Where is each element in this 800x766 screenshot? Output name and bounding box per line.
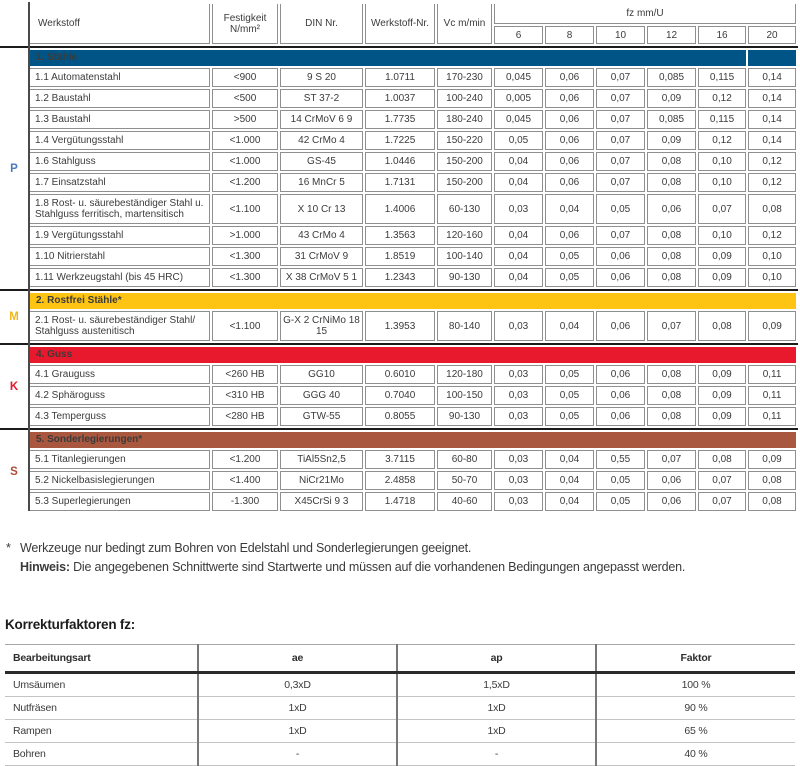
fz-value-cell: 0,12	[748, 226, 796, 245]
din-cell: GTW-55	[280, 407, 363, 426]
din-cell: X45CrSi 9 3	[280, 492, 363, 511]
correction-value-cell: 40 %	[596, 743, 795, 766]
fz-value-cell: 0,06	[596, 365, 645, 384]
table-row	[30, 131, 796, 150]
footnote-text	[20, 539, 685, 577]
footnote-line1: Werkzeuge nur bedingt zum Bohren von Edelstahl und Sonderlegierungen geeignet.	[20, 541, 472, 555]
fz-value-cell: 0,07	[698, 471, 746, 490]
correction-table-row	[5, 697, 795, 720]
table-row	[30, 226, 796, 245]
fz-value-cell: 0,14	[748, 89, 796, 108]
fz-value-cell: 0,085	[647, 110, 696, 129]
vc-cell: 150-200	[437, 152, 492, 171]
festigkeit-cell: <1.200	[212, 173, 278, 192]
col-header-werkstoff-nr: Werkstoff-Nr.	[365, 4, 435, 44]
werkstoff-nr-cell: 1.7131	[365, 173, 435, 192]
correction-table-header-row	[5, 645, 795, 673]
fz-value-cell: 0,12	[698, 131, 746, 150]
fz-value-cell: 0,07	[698, 492, 746, 511]
table-row	[30, 311, 796, 341]
fz-value-cell: 0,10	[748, 247, 796, 266]
fz-value-cell: 0,05	[494, 131, 543, 150]
fz-value-cell: 0,07	[596, 131, 645, 150]
fz-value-cell: 0,10	[698, 173, 746, 192]
bearbeitungsart-cell: Rampen	[5, 720, 198, 743]
fz-value-cell: 0,05	[545, 407, 594, 426]
fz-value-cell: 0,03	[494, 450, 543, 469]
section-header-bar	[30, 347, 796, 363]
margin-spacer	[0, 2, 28, 46]
fz-value-cell: 0,07	[596, 68, 645, 87]
korrekturfaktoren-heading: Korrekturfaktoren fz:	[5, 617, 136, 632]
werkstoff-cell: 1.2 Baustahl	[30, 89, 210, 108]
fz-value-cell: 0,11	[748, 407, 796, 426]
fz-value-cell: 0,07	[596, 173, 645, 192]
material-section	[0, 345, 798, 428]
table-row	[30, 89, 796, 108]
werkstoff-cell: 5.3 Superlegierungen	[30, 492, 210, 511]
fz-value-cell: 0,09	[698, 247, 746, 266]
fz-value-cell: 0,06	[545, 68, 594, 87]
din-cell: NiCr21Mo	[280, 471, 363, 490]
fz-value-cell: 0,06	[647, 492, 696, 511]
werkstoff-nr-cell: 1.0711	[365, 68, 435, 87]
material-section-table	[28, 291, 798, 343]
vc-cell: 60-130	[437, 194, 492, 224]
fz-value-cell: 0,06	[596, 407, 645, 426]
vc-cell: 100-140	[437, 247, 492, 266]
fz-value-cell: 0,08	[647, 247, 696, 266]
section-header-bar	[30, 50, 796, 66]
cutting-table-header	[0, 2, 798, 46]
festigkeit-cell: <280 HB	[212, 407, 278, 426]
vc-cell: 120-160	[437, 226, 492, 245]
festigkeit-line1: Festigkeit	[223, 12, 267, 24]
vc-cell: 180-240	[437, 110, 492, 129]
werkstoff-cell: 1.9 Vergütungsstahl	[30, 226, 210, 245]
fz-value-cell: 0,085	[647, 68, 696, 87]
vc-cell: 150-220	[437, 131, 492, 150]
material-section	[0, 48, 798, 289]
vc-cell: 120-180	[437, 365, 492, 384]
werkstoff-nr-cell: 0.7040	[365, 386, 435, 405]
fz-value-cell: 0,05	[596, 471, 645, 490]
fz-value-cell: 0,115	[698, 68, 746, 87]
table-row	[30, 268, 796, 287]
fz-value-cell: 0,09	[698, 365, 746, 384]
hinweis-label: Hinweis:	[20, 560, 70, 574]
werkstoff-cell: 4.2 Sphäroguss	[30, 386, 210, 405]
werkstoff-nr-cell: 1.8519	[365, 247, 435, 266]
werkstoff-nr-cell: 1.0446	[365, 152, 435, 171]
fz-value-cell: 0,03	[494, 386, 543, 405]
werkstoff-nr-cell: 2.4858	[365, 471, 435, 490]
section-title: 2. Rostfrei Stähle*	[30, 293, 796, 309]
col-header-din: DIN Nr.	[280, 4, 363, 44]
fz-value-cell: 0,05	[545, 247, 594, 266]
werkstoff-nr-cell: 1.7735	[365, 110, 435, 129]
werkstoff-cell: 4.1 Grauguss	[30, 365, 210, 384]
correction-value-cell: 1xD	[198, 720, 397, 743]
fz-value-cell: 0,14	[748, 68, 796, 87]
werkstoff-nr-cell: 1.3563	[365, 226, 435, 245]
fz-value-cell: 0,05	[596, 194, 645, 224]
bearbeitungsart-cell: Umsäumen	[5, 673, 198, 697]
din-cell: 9 S 20	[280, 68, 363, 87]
fz-value-cell: 0,08	[748, 194, 796, 224]
vc-cell: 50-70	[437, 471, 492, 490]
fz-value-cell: 0,08	[748, 471, 796, 490]
table-row	[30, 152, 796, 171]
fz-value-cell: 0,08	[698, 311, 746, 341]
table-row	[30, 247, 796, 266]
material-section	[0, 291, 798, 343]
material-group-letter: M	[9, 311, 19, 323]
fz-value-cell: 0,03	[494, 471, 543, 490]
fz-value-cell: 0,04	[545, 311, 594, 341]
din-cell: 16 MnCr 5	[280, 173, 363, 192]
table-row	[30, 386, 796, 405]
din-cell: X 38 CrMoV 5 1	[280, 268, 363, 287]
correction-col-header: Bearbeitungsart	[5, 645, 198, 673]
din-cell: 43 CrMo 4	[280, 226, 363, 245]
fz-value-cell: 0,04	[494, 152, 543, 171]
fz-value-cell: 0,06	[545, 173, 594, 192]
table-row	[30, 492, 796, 511]
werkstoff-nr-cell: 1.7225	[365, 131, 435, 150]
fz-value-cell: 0,05	[545, 386, 594, 405]
table-row	[30, 110, 796, 129]
werkstoff-nr-cell: 1.2343	[365, 268, 435, 287]
table-row	[30, 194, 796, 224]
werkstoff-nr-cell: 0.6010	[365, 365, 435, 384]
fz-value-cell: 0,14	[748, 110, 796, 129]
table-row	[30, 407, 796, 426]
werkstoff-nr-cell: 1.4006	[365, 194, 435, 224]
vc-cell: 150-200	[437, 173, 492, 192]
section-header-bar	[30, 293, 796, 309]
fz-value-cell: 0,10	[748, 268, 796, 287]
fz-value-cell: 0,08	[698, 450, 746, 469]
fz-value-cell: 0,06	[647, 194, 696, 224]
fz-value-cell: 0,06	[647, 471, 696, 490]
werkstoff-cell: 1.3 Baustahl	[30, 110, 210, 129]
festigkeit-cell: <1.000	[212, 131, 278, 150]
fz-value-cell: 0,06	[545, 226, 594, 245]
werkstoff-nr-cell: 1.3953	[365, 311, 435, 341]
fz-value-cell: 0,08	[647, 152, 696, 171]
fz-value-cell: 0,06	[545, 89, 594, 108]
fz-value-cell: 0,11	[748, 386, 796, 405]
fz-value-cell: 0,04	[494, 173, 543, 192]
din-cell: ST 37-2	[280, 89, 363, 108]
fz-value-cell: 0,04	[494, 268, 543, 287]
fz-value-cell: 0,55	[596, 450, 645, 469]
col-header-fz: fz mm/U	[494, 4, 796, 24]
vc-cell: 100-240	[437, 89, 492, 108]
fz-value-cell: 0,11	[748, 365, 796, 384]
festigkeit-cell: <1.000	[212, 152, 278, 171]
fz-value-cell: 0,04	[545, 450, 594, 469]
correction-factor-table	[5, 644, 795, 766]
fz-value-cell: 0,07	[647, 311, 696, 341]
fz-value-cell: 0,07	[596, 89, 645, 108]
fz-value-cell: 0,03	[494, 365, 543, 384]
fz-value-cell: 0,05	[545, 365, 594, 384]
vc-cell: 100-150	[437, 386, 492, 405]
correction-value-cell: 1xD	[198, 697, 397, 720]
cutting-table-header-grid	[28, 2, 798, 46]
festigkeit-cell: <500	[212, 89, 278, 108]
fz-value-cell: 0,07	[596, 226, 645, 245]
din-cell: X 10 Cr 13	[280, 194, 363, 224]
fz-value-cell: 0,07	[596, 110, 645, 129]
werkstoff-cell: 4.3 Temperguss	[30, 407, 210, 426]
fz-value-cell: 0,06	[596, 386, 645, 405]
fz-value-cell: 0,07	[596, 152, 645, 171]
material-section-table	[28, 430, 798, 513]
col-header-festigkeit	[212, 4, 278, 44]
festigkeit-cell: <900	[212, 68, 278, 87]
fz-value-cell: 0,12	[748, 173, 796, 192]
werkstoff-cell: 5.1 Titanlegierungen	[30, 450, 210, 469]
material-group-letter: P	[10, 162, 18, 175]
correction-col-header: ae	[198, 645, 397, 673]
correction-col-header: ap	[397, 645, 596, 673]
fz-diameter-header: 8	[545, 26, 594, 44]
fz-diameter-header: 20	[748, 26, 796, 44]
table-row	[30, 450, 796, 469]
footnote-marker: *	[6, 541, 11, 555]
cutting-data-table	[0, 2, 798, 513]
margin-divider-line	[28, 2, 30, 511]
werkstoff-nr-cell: 3.7115	[365, 450, 435, 469]
fz-value-cell: 0,06	[596, 247, 645, 266]
vc-cell: 170-230	[437, 68, 492, 87]
fz-value-cell: 0,08	[647, 407, 696, 426]
correction-table-row	[5, 743, 795, 766]
material-section	[0, 430, 798, 513]
fz-value-cell: 0,115	[698, 110, 746, 129]
section-title: 4. Guss	[30, 347, 796, 363]
festigkeit-cell: <1.100	[212, 311, 278, 341]
fz-value-cell: 0,04	[494, 226, 543, 245]
din-cell: GS-45	[280, 152, 363, 171]
bearbeitungsart-cell: Bohren	[5, 743, 198, 766]
festigkeit-cell: <310 HB	[212, 386, 278, 405]
vc-cell: 40-60	[437, 492, 492, 511]
correction-col-header: Faktor	[596, 645, 795, 673]
werkstoff-nr-cell: 0.8055	[365, 407, 435, 426]
din-cell: 42 CrMo 4	[280, 131, 363, 150]
werkstoff-cell: 1.7 Einsatzstahl	[30, 173, 210, 192]
fz-value-cell: 0,14	[748, 131, 796, 150]
section-bar-end	[748, 50, 796, 66]
material-group-letter: S	[10, 465, 18, 478]
footnote	[6, 539, 800, 577]
table-row	[30, 365, 796, 384]
fz-value-cell: 0,06	[545, 110, 594, 129]
fz-value-cell: 0,08	[748, 492, 796, 511]
din-cell: TiAl5Sn2,5	[280, 450, 363, 469]
werkstoff-cell: 1.8 Rost- u. säurebeständiger Stahl u. Stahlguss ferritisch, martensitisch	[30, 194, 210, 224]
vc-cell: 80-140	[437, 311, 492, 341]
fz-value-cell: 0,04	[545, 194, 594, 224]
festigkeit-cell: <260 HB	[212, 365, 278, 384]
fz-value-cell: 0,09	[698, 386, 746, 405]
vc-cell: 90-130	[437, 268, 492, 287]
fz-value-cell: 0,12	[698, 89, 746, 108]
fz-value-cell: 0,08	[647, 173, 696, 192]
werkstoff-nr-cell: 1.4718	[365, 492, 435, 511]
fz-value-cell: 0,08	[647, 365, 696, 384]
festigkeit-cell: <1.300	[212, 247, 278, 266]
fz-value-cell: 0,06	[596, 311, 645, 341]
fz-value-cell: 0,04	[494, 247, 543, 266]
fz-value-cell: 0,08	[647, 386, 696, 405]
fz-value-cell: 0,03	[494, 194, 543, 224]
fz-value-cell: 0,04	[545, 492, 594, 511]
fz-value-cell: 0,09	[748, 450, 796, 469]
din-cell: 14 CrMoV 6 9	[280, 110, 363, 129]
hinweis-text: Die angegebenen Schnittwerte sind Startwerte und müssen auf die vorhandenen Bedingungen angepasst werden.	[73, 560, 686, 574]
festigkeit-line2: N/mm²	[230, 23, 260, 35]
werkstoff-cell: 5.2 Nickelbasislegierungen	[30, 471, 210, 490]
werkstoff-cell: 2.1 Rost- u. säurebeständiger Stahl/ Stahlguss austenitisch	[30, 311, 210, 341]
col-header-werkstoff: Werkstoff	[30, 4, 210, 44]
festigkeit-cell: >1.000	[212, 226, 278, 245]
vc-cell: 60-80	[437, 450, 492, 469]
fz-value-cell: 0,05	[596, 492, 645, 511]
correction-value-cell: 65 %	[596, 720, 795, 743]
fz-diameter-header: 12	[647, 26, 696, 44]
material-section-table	[28, 48, 798, 289]
correction-value-cell: -	[198, 743, 397, 766]
fz-diameter-header: 16	[698, 26, 746, 44]
correction-value-cell: 1xD	[397, 720, 596, 743]
festigkeit-cell: -1.300	[212, 492, 278, 511]
fz-value-cell: 0,12	[748, 152, 796, 171]
correction-value-cell: 90 %	[596, 697, 795, 720]
fz-value-cell: 0,05	[545, 268, 594, 287]
fz-diameter-header: 10	[596, 26, 645, 44]
section-title: 5. Sonderlegierungen*	[30, 432, 796, 448]
col-header-vc: Vc m/min	[437, 4, 492, 44]
fz-value-cell: 0,09	[698, 407, 746, 426]
fz-value-cell: 0,03	[494, 311, 543, 341]
festigkeit-cell: <1.300	[212, 268, 278, 287]
din-cell: 31 CrMoV 9	[280, 247, 363, 266]
din-cell: G-X 2 CrNiMo 18 15	[280, 311, 363, 341]
fz-value-cell: 0,10	[698, 226, 746, 245]
section-header-bar	[30, 432, 796, 448]
correction-table-row	[5, 673, 795, 697]
werkstoff-cell: 1.10 Nitrierstahl	[30, 247, 210, 266]
vc-cell: 90-130	[437, 407, 492, 426]
correction-value-cell: -	[397, 743, 596, 766]
fz-diameter-header: 6	[494, 26, 543, 44]
werkstoff-cell: 1.4 Vergütungsstahl	[30, 131, 210, 150]
correction-table-row	[5, 720, 795, 743]
fz-value-cell: 0,06	[545, 152, 594, 171]
fz-value-cell: 0,045	[494, 110, 543, 129]
correction-value-cell: 1xD	[397, 697, 596, 720]
bearbeitungsart-cell: Nutfräsen	[5, 697, 198, 720]
festigkeit-cell: <1.200	[212, 450, 278, 469]
fz-value-cell: 0,09	[647, 89, 696, 108]
fz-value-cell: 0,09	[698, 268, 746, 287]
material-section-table	[28, 345, 798, 428]
table-row	[30, 68, 796, 87]
werkstoff-nr-cell: 1.0037	[365, 89, 435, 108]
material-group-letter: K	[9, 380, 19, 393]
section-title: 1. Stähle	[30, 50, 746, 66]
din-cell: GG10	[280, 365, 363, 384]
din-cell: GGG 40	[280, 386, 363, 405]
table-row	[30, 471, 796, 490]
festigkeit-cell: <1.400	[212, 471, 278, 490]
correction-value-cell: 100 %	[596, 673, 795, 697]
fz-value-cell: 0,07	[698, 194, 746, 224]
fz-value-cell: 0,08	[647, 226, 696, 245]
fz-value-cell: 0,07	[647, 450, 696, 469]
fz-value-cell: 0,005	[494, 89, 543, 108]
fz-value-cell: 0,06	[545, 131, 594, 150]
werkstoff-cell: 1.11 Werkzeugstahl (bis 45 HRC)	[30, 268, 210, 287]
correction-value-cell: 1,5xD	[397, 673, 596, 697]
fz-value-cell: 0,09	[647, 131, 696, 150]
werkstoff-cell: 1.6 Stahlguss	[30, 152, 210, 171]
festigkeit-cell: <1.100	[212, 194, 278, 224]
fz-value-cell: 0,06	[596, 268, 645, 287]
fz-value-cell: 0,09	[748, 311, 796, 341]
fz-value-cell: 0,10	[698, 152, 746, 171]
festigkeit-cell: >500	[212, 110, 278, 129]
footnote-hinweis	[20, 558, 685, 577]
werkstoff-cell: 1.1 Automatenstahl	[30, 68, 210, 87]
fz-value-cell: 0,03	[494, 407, 543, 426]
fz-value-cell: 0,08	[647, 268, 696, 287]
fz-value-cell: 0,03	[494, 492, 543, 511]
table-row	[30, 173, 796, 192]
correction-value-cell: 0,3xD	[198, 673, 397, 697]
fz-value-cell: 0,04	[545, 471, 594, 490]
fz-value-cell: 0,045	[494, 68, 543, 87]
